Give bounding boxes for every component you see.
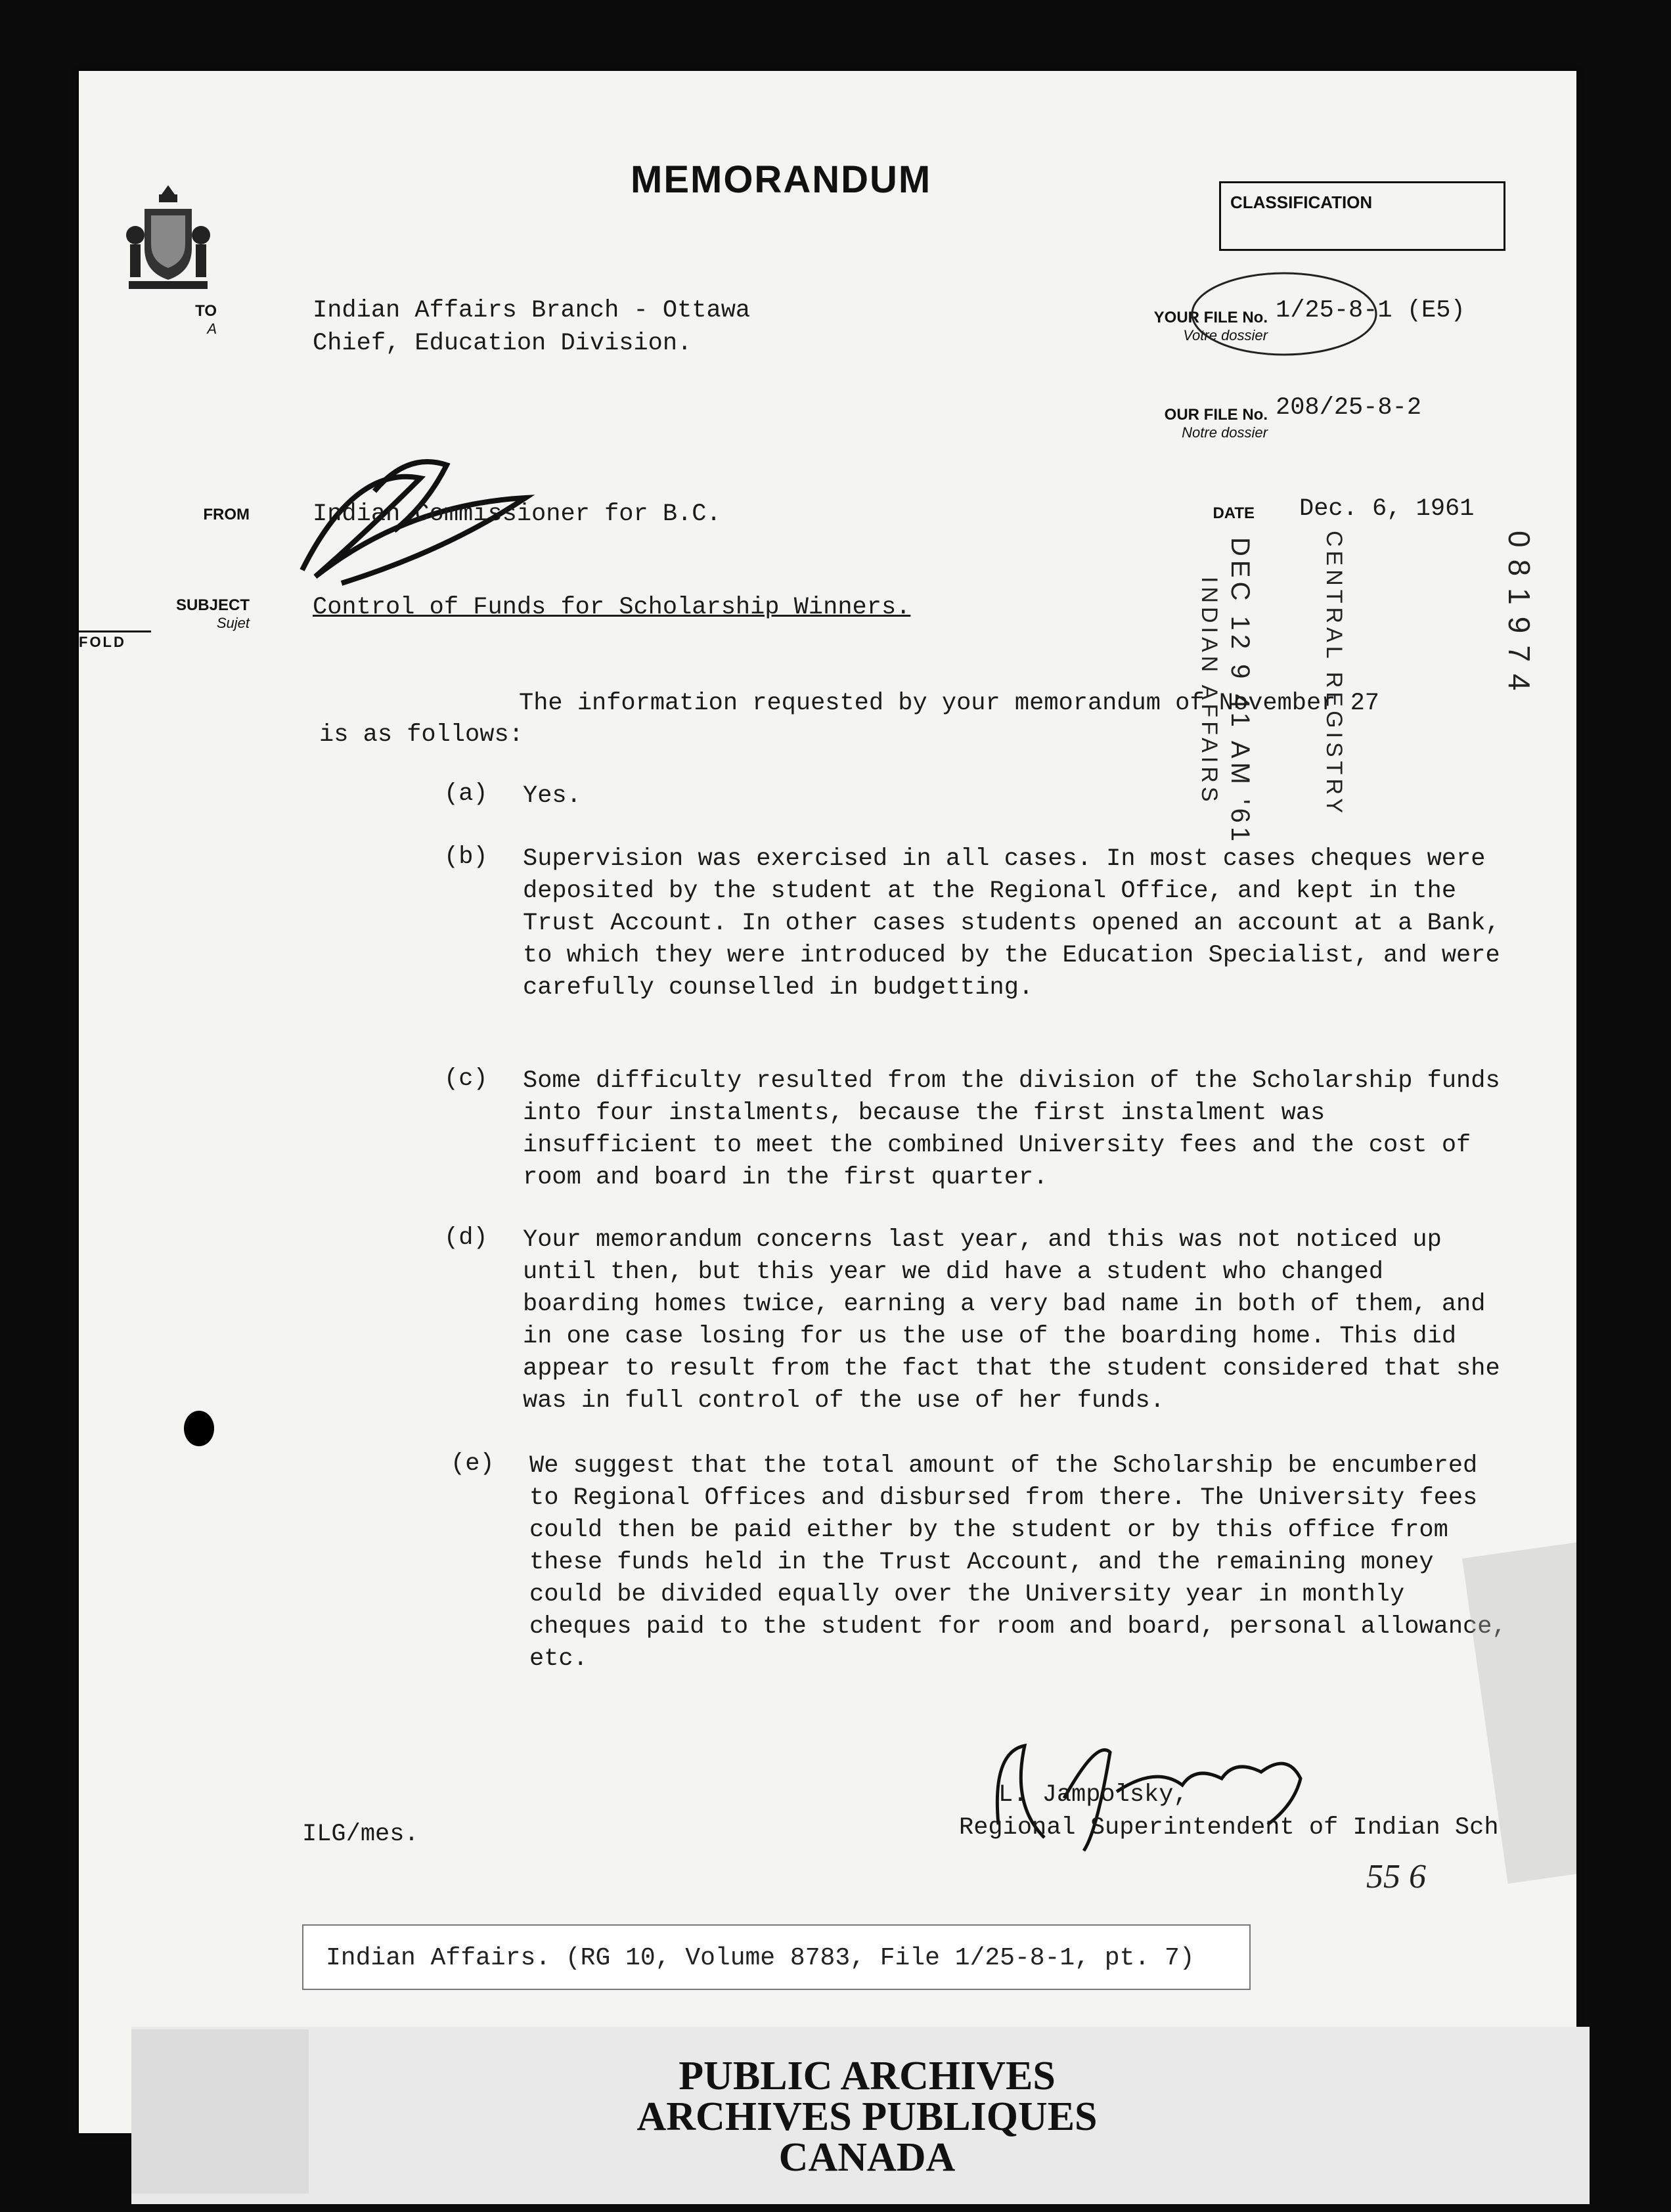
item-e-text: We suggest that the total amount of the Scholarship be encumbered to Regional Offices and disbursed from there. The University fees could then be paid either by the student or by this office from these funds held in the Trust Account, and the remaining money could be divided equally over the University year in monthly cheques paid to the student for room and board, personal allowance, etc.	[529, 1452, 1507, 1673]
subject-value: Control of Funds for Scholarship Winners.	[313, 594, 911, 621]
your-file-value: 1/25-8-1 (E5)	[1276, 297, 1465, 324]
typist-initials: ILG/mes.	[302, 1821, 419, 1848]
handwritten-note: 55 6	[1366, 1858, 1426, 1895]
indian-affairs-stamp: INDIAN AFFAIRS	[1197, 577, 1222, 806]
archive-line-1: PUBLIC ARCHIVES	[679, 2054, 1056, 2098]
memo-title: MEMORANDUM	[631, 158, 932, 201]
intro-line-2: is as follows:	[319, 721, 524, 749]
date-value: Dec. 6, 1961	[1299, 495, 1475, 523]
classification-label: CLASSIFICATION	[1230, 192, 1373, 212]
item-d-label: (d)	[444, 1224, 488, 1252]
item-c-label: (c)	[444, 1065, 488, 1093]
from-label: FROM	[203, 506, 250, 523]
signature-name: L. Jampolsky,	[998, 1781, 1188, 1809]
classification-box	[1219, 181, 1505, 251]
from-value: Indian Commissioner for B.C.	[313, 500, 721, 528]
item-b-text: Supervision was exercised in all cases. In most cases cheques were deposited by the student at the Regional Office, and kept in the Trust Account. In other cases students opened an account at a Bank, to which they were introduced by the Education Specialist, and were carefully counselled in budgetting.	[523, 845, 1500, 1002]
to-line-2: Chief, Education Division.	[313, 330, 692, 357]
our-file-value: 208/25-8-2	[1276, 394, 1422, 422]
item-c-text: Some difficulty resulted from the division of the Scholarship funds into four instalments, because the first instalment was insufficient to meet the combined University fees and the cost of room and board in the first quarter.	[523, 1067, 1500, 1191]
archive-line-3: CANADA	[778, 2135, 956, 2180]
item-a-label: (a)	[444, 780, 488, 808]
coat-of-arms-icon	[125, 183, 212, 294]
item-a-text: Yes.	[523, 782, 581, 810]
item-b-label: (b)	[444, 843, 488, 871]
item-d-text: Your memorandum concerns last year, and this was not noticed up until then, but this year we did have a student who changed boarding homes twice, earning a very bad name in both of them, and in one case losing for us the use of the boarding home. This did appear to result from the fact that the student considered that she was in full control of the use of her funds.	[523, 1226, 1500, 1415]
archive-reference-card	[302, 1924, 1251, 1990]
memo-page	[79, 71, 1576, 2133]
registry-number-stamp: 081974	[1502, 531, 1536, 703]
central-registry-stamp: CENTRAL REGISTRY	[1322, 531, 1347, 818]
item-e-label: (e)	[451, 1450, 495, 1478]
archive-folder-tab	[131, 2029, 309, 2194]
your-file-label: YOUR FILE No. Votre dossier	[1153, 309, 1268, 343]
intro-line-1: The information requested by your memorandum of November 27	[519, 690, 1380, 717]
date-label: DATE	[1213, 504, 1255, 522]
ink-blot	[184, 1411, 214, 1446]
to-line-1: Indian Affairs Branch - Ottawa	[313, 297, 751, 324]
archive-reference: Indian Affairs. (RG 10, Volume 8783, File 1/25-8-1, pt. 7)	[326, 1944, 1195, 1972]
our-file-label: OUR FILE No. Notre dossier	[1164, 406, 1268, 441]
signature-title: Regional Superintendent of Indian Sch	[959, 1814, 1499, 1842]
archive-label	[499, 2056, 1235, 2178]
received-date-stamp: DEC 12 9 41 AM '61	[1226, 537, 1255, 846]
subject-label: SUBJECT Sujet	[175, 596, 250, 631]
to-label: TO A	[195, 302, 217, 337]
hand-drawn-circle-icon	[1189, 268, 1379, 360]
fold-mark: FOLD	[79, 630, 151, 651]
archive-line-2: ARCHIVES PUBLIQUES	[636, 2094, 1098, 2139]
